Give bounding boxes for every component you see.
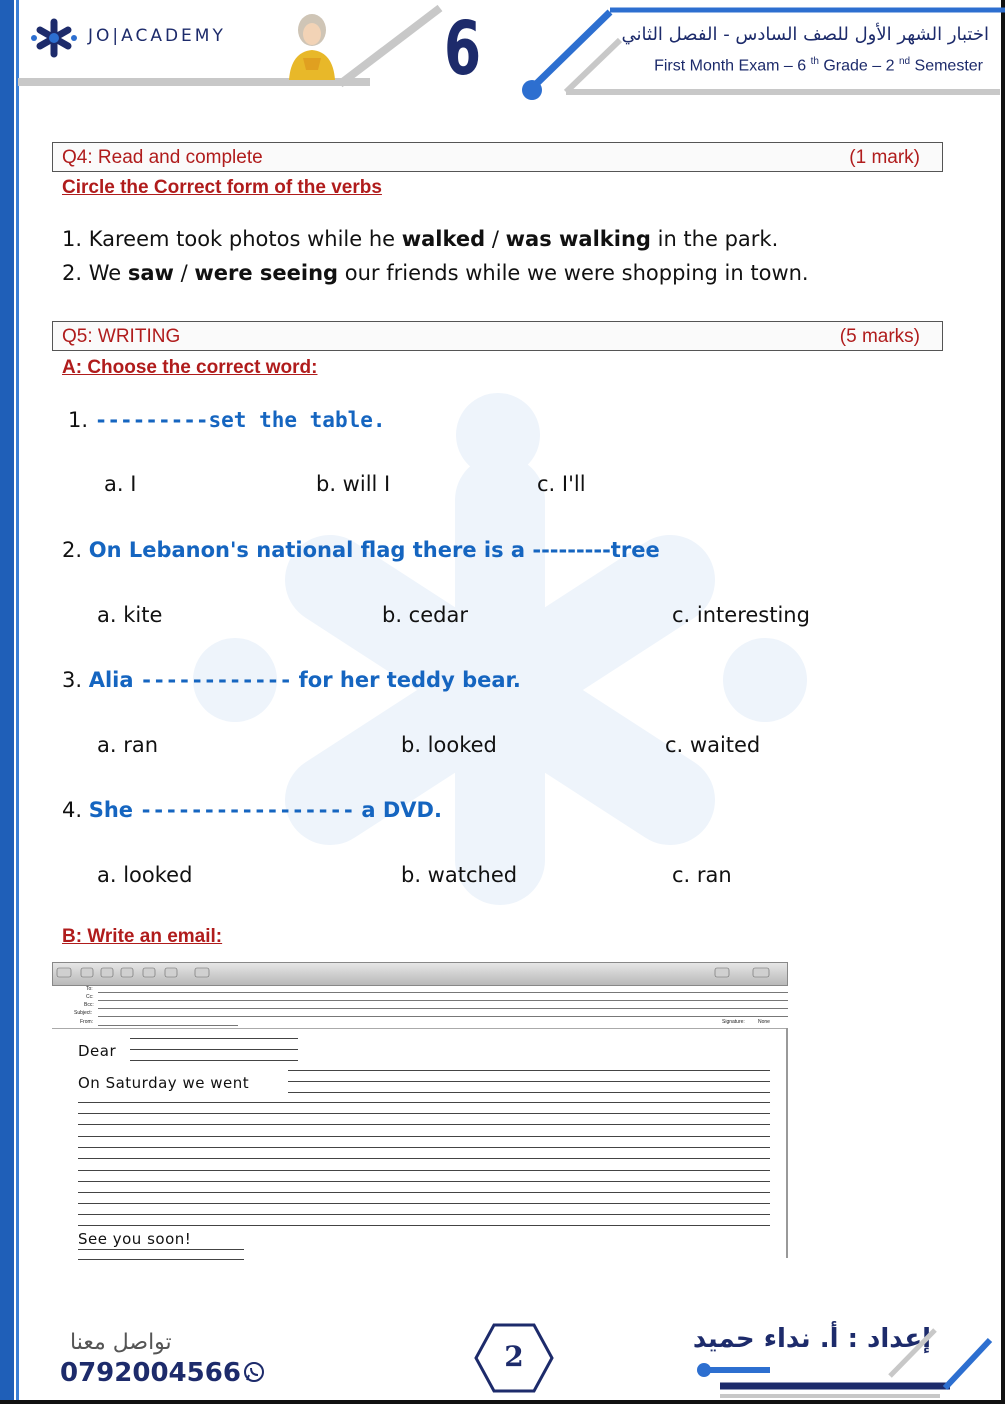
- q1-option-a[interactable]: a. I: [104, 472, 137, 496]
- email-subject-field[interactable]: [98, 1016, 788, 1017]
- q4-header-box: [52, 142, 943, 172]
- q4-item-text: our friends while we were shopping in town.: [338, 261, 809, 285]
- write-line: [78, 1158, 770, 1159]
- email-cc-field[interactable]: [98, 1000, 788, 1001]
- email-window: [52, 962, 788, 1262]
- question-text: Alia: [88, 668, 134, 692]
- write-line: [78, 1259, 244, 1260]
- author-credit: إعداد : أ. نداء حميد: [692, 1324, 931, 1354]
- q3-option-b[interactable]: b. looked: [401, 733, 497, 757]
- logo-text: JO|ACADEMY: [88, 26, 226, 46]
- q5-question-3: [62, 668, 521, 692]
- question-number: 4.: [62, 798, 83, 822]
- q4-item-text: 2. We: [62, 261, 128, 285]
- toolbar-icons: [53, 963, 789, 985]
- email-subject-label: Subject:: [74, 1010, 93, 1016]
- option-separator: /: [485, 227, 506, 251]
- q4-option-c[interactable]: c. ran: [672, 863, 732, 887]
- q2-option-b[interactable]: b. cedar: [382, 603, 468, 627]
- q5-part-a-heading: A: Choose the correct word:: [62, 357, 318, 378]
- title-superscript: th: [810, 56, 819, 67]
- write-line: [78, 1147, 770, 1148]
- q4-item-text: in the park.: [650, 227, 779, 251]
- exam-title-english: [654, 56, 983, 75]
- q3-option-a[interactable]: a. ran: [97, 733, 159, 757]
- write-line: [78, 1225, 770, 1226]
- email-bcc-label: Bcc:: [84, 1002, 94, 1008]
- jo-academy-logo-icon: [30, 14, 78, 62]
- verb-option[interactable]: walked: [401, 227, 486, 251]
- question-text: On Lebanon's national flag there is a ---------tree: [88, 538, 660, 562]
- q4-option-a[interactable]: a. looked: [97, 863, 193, 887]
- question-number: 3.: [62, 668, 83, 692]
- q5-question-2: [62, 538, 660, 562]
- teacher-avatar: [283, 12, 341, 80]
- q2-option-a[interactable]: a. kite: [97, 603, 163, 627]
- q5-title: Q5: WRITING: [62, 326, 181, 347]
- write-line: [78, 1203, 770, 1204]
- question-text: a DVD.: [361, 798, 442, 822]
- write-line: [78, 1136, 770, 1137]
- left-border-accent: [16, 0, 19, 1404]
- left-border-stripe: [0, 0, 14, 1404]
- option-separator: /: [173, 261, 195, 285]
- q4-title: Q4: Read and complete: [62, 147, 263, 168]
- email-signature-label: Signature:: [722, 1019, 745, 1025]
- background-watermark: [190, 380, 810, 940]
- q5-header-box: [52, 321, 943, 351]
- email-cc-label: Cc:: [86, 994, 94, 1000]
- email-dear: Dear: [78, 1042, 117, 1060]
- write-line: [288, 1081, 770, 1082]
- title-part: Grade – 2: [818, 57, 899, 75]
- footer-decoration: [690, 1310, 1005, 1404]
- email-from-field[interactable]: [98, 1025, 238, 1026]
- question-text: ---------set the table.: [94, 408, 386, 432]
- write-line: [78, 1249, 244, 1250]
- phone-number[interactable]: [60, 1358, 265, 1388]
- q4-item-text: 1. Kareem took photos while he: [62, 227, 402, 251]
- write-line: [78, 1181, 770, 1182]
- q1-option-c[interactable]: c. I'll: [537, 472, 586, 496]
- write-line: [78, 1124, 770, 1125]
- q4-item-1: [62, 227, 778, 251]
- q4-marks: (1 mark): [849, 147, 920, 168]
- write-line: [78, 1192, 770, 1193]
- write-line: [130, 1038, 298, 1039]
- write-line: [78, 1102, 770, 1103]
- q3-option-c[interactable]: c. waited: [665, 733, 761, 757]
- q4-option-b[interactable]: b. watched: [401, 863, 518, 887]
- write-line: [78, 1214, 770, 1215]
- write-line: [78, 1170, 770, 1171]
- q2-option-c[interactable]: c. interesting: [672, 603, 810, 627]
- email-closing: See you soon!: [78, 1230, 192, 1248]
- exam-title-arabic: اختبار الشهر الأول للصف السادس - الفصل الثاني: [621, 24, 989, 45]
- email-to-label: To:: [86, 986, 93, 992]
- q4-item-2: [62, 261, 809, 285]
- write-line: [78, 1113, 770, 1114]
- verb-option[interactable]: saw: [127, 261, 174, 285]
- email-body-edge: [786, 1028, 788, 1258]
- q4-instruction: Circle the Correct form of the verbs: [62, 177, 382, 198]
- grade-number: 6: [444, 6, 482, 92]
- question-number: 1.: [68, 408, 89, 432]
- question-number: 2.: [62, 538, 83, 562]
- contact-us-arabic: تواصل معنا: [70, 1330, 172, 1355]
- question-text: She: [88, 798, 134, 822]
- email-signature-select[interactable]: None: [758, 1019, 770, 1025]
- page-number: 2: [504, 1340, 524, 1373]
- title-superscript: nd: [898, 56, 911, 67]
- write-line: [130, 1060, 298, 1061]
- write-line: [130, 1049, 298, 1050]
- write-line: [288, 1070, 770, 1071]
- verb-option[interactable]: were seeing: [194, 261, 339, 285]
- whatsapp-icon: [243, 1361, 265, 1383]
- question-text: for her teddy bear.: [298, 668, 521, 692]
- q5-marks: (5 marks): [839, 326, 920, 347]
- phone-text: 0792004566: [60, 1358, 241, 1388]
- q5-question-1: [68, 408, 386, 432]
- q5-part-b-heading: B: Write an email:: [62, 926, 223, 947]
- email-header-divider: [52, 1028, 788, 1029]
- verb-option[interactable]: was walking: [505, 227, 651, 251]
- q1-option-b[interactable]: b. will I: [316, 472, 391, 496]
- email-to-field[interactable]: [98, 992, 788, 993]
- header-decoration: [0, 0, 1005, 110]
- title-part: First Month Exam – 6: [654, 57, 811, 75]
- write-line: [288, 1092, 770, 1093]
- email-toolbar: [52, 962, 788, 986]
- email-from-label: From:: [80, 1019, 94, 1025]
- right-border: [1001, 0, 1005, 1404]
- question-blank: ------------: [140, 668, 292, 692]
- q5-question-4: [62, 798, 442, 822]
- title-part: Semester: [910, 57, 983, 75]
- email-line-1: On Saturday we went: [78, 1074, 250, 1092]
- email-bcc-field[interactable]: [98, 1008, 788, 1009]
- question-blank: -----------------: [139, 798, 355, 822]
